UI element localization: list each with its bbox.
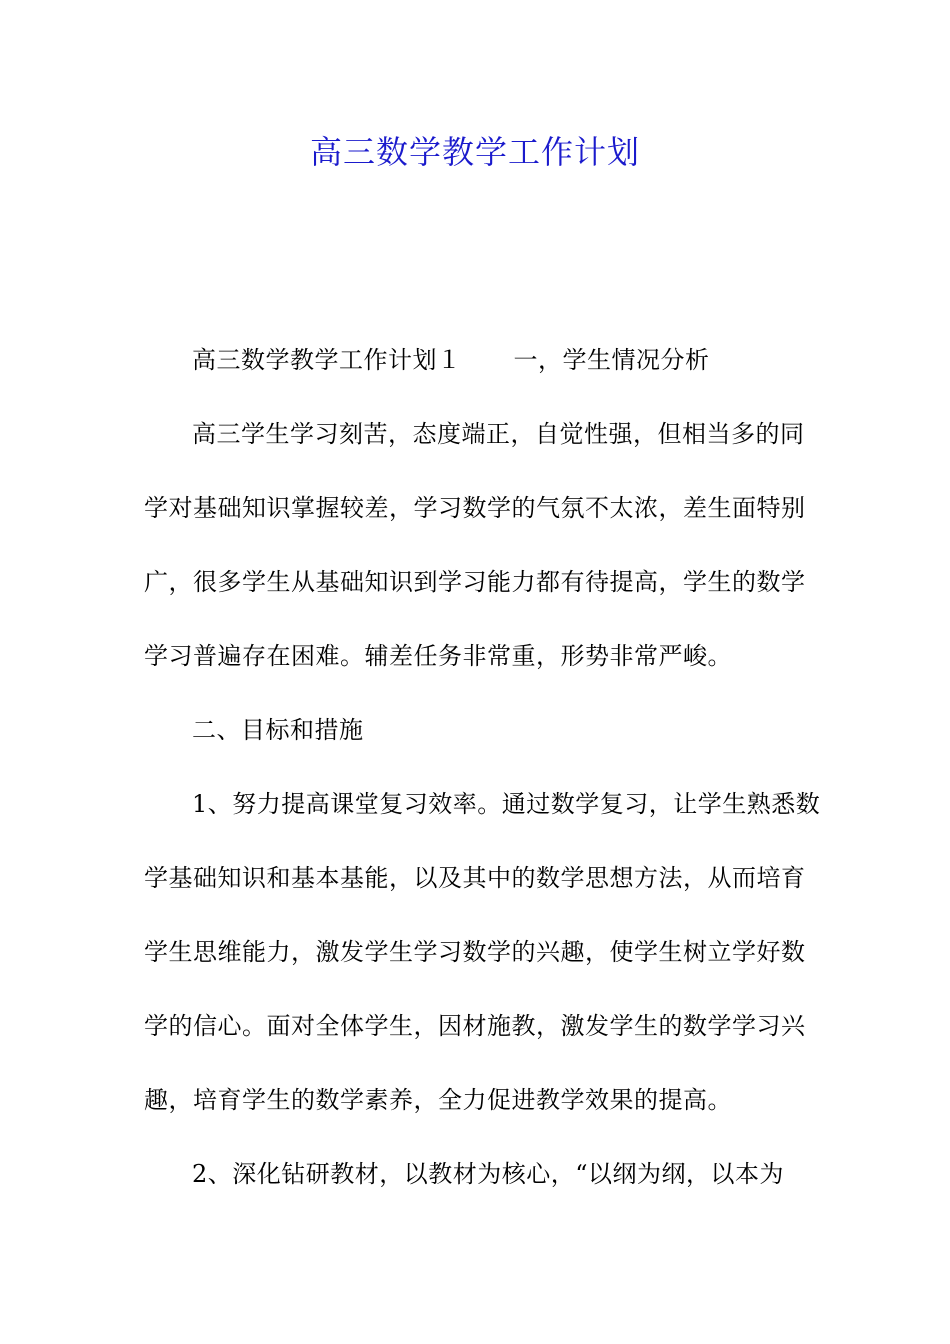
paragraph-line: 高三学生学习刻苦，态度端正，自觉性强，但相当多的同 <box>192 420 805 448</box>
section-heading-goals: 二、目标和措施 <box>192 716 364 744</box>
section-heading-student-analysis: 一，学生情况分析 <box>513 346 710 374</box>
paragraph-line: 1、努力提高课堂复习效率。通过数学复习，让学生熟悉数 <box>192 790 821 818</box>
document-title: 高三数学教学工作计划 <box>309 133 640 171</box>
paragraph-line: 学对基础知识掌握较差，学习数学的气氛不太浓，差生面特别 <box>144 494 806 522</box>
paragraph-line: 学习普遍存在困难。辅差任务非常重，形势非常严峻。 <box>144 642 732 670</box>
paragraph-line <box>192 342 856 378</box>
paragraph-line: 趣，培育学生的数学素养，全力促进教学效果的提高。 <box>144 1086 732 1114</box>
paragraph-line: 学生思维能力，激发学生学习数学的兴趣，使学生树立学好数 <box>144 938 806 966</box>
paragraph-line: 广，很多学生从基础知识到学习能力都有待提高，学生的数学 <box>144 568 806 596</box>
paragraph-line: 学的信心。面对全体学生，因材施教，激发学生的数学学习兴 <box>144 1012 806 1040</box>
paragraph-line: 学基础知识和基本基能，以及其中的数学思想方法，从而培育 <box>144 864 806 892</box>
paragraph-line: 2、深化钻研教材，以教材为核心，“以纲为纲，以本为 <box>192 1160 785 1188</box>
section-heading-plan-1: 高三数学教学工作计划１ <box>192 346 462 374</box>
